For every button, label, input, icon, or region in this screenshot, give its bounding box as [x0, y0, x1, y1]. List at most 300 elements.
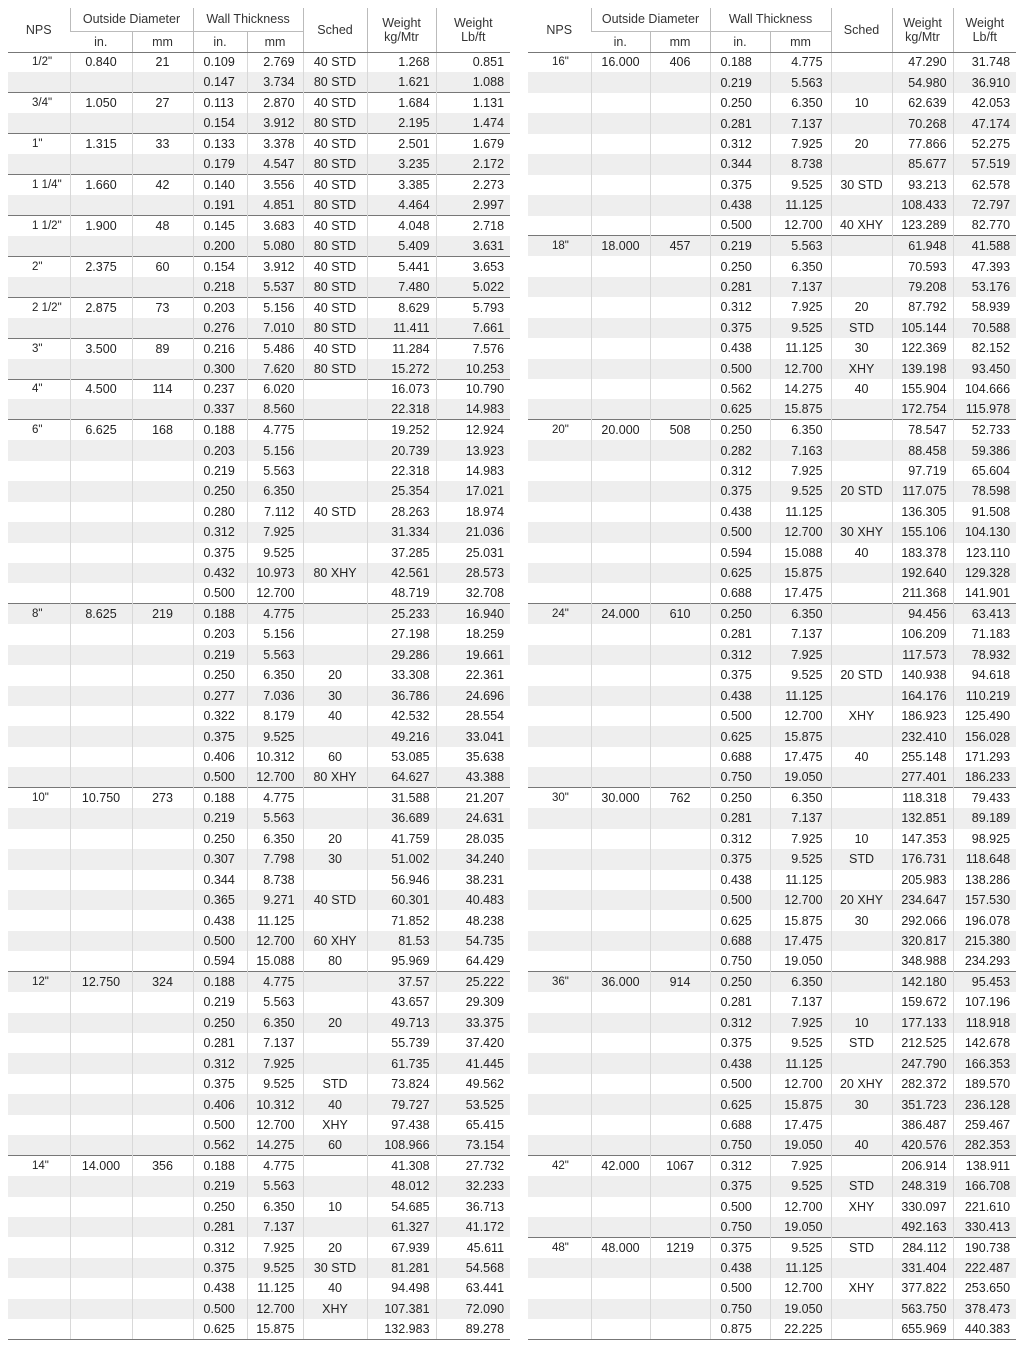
cell-wt-in: 0.188: [710, 52, 770, 72]
cell-wt-in: 0.322: [193, 706, 247, 726]
cell-od-in: [591, 113, 650, 133]
cell-wt-mm: 3.683: [247, 216, 303, 236]
cell-nps: [8, 1053, 70, 1073]
cell-wt-mm: 7.925: [770, 645, 831, 665]
cell-lb: 48.238: [436, 910, 510, 930]
cell-nps: [8, 829, 70, 849]
cell-od-in: [70, 1217, 132, 1237]
table-row: [8, 1156, 510, 1176]
cell-kg: 232.410: [892, 726, 953, 746]
cell-od-mm: [650, 1197, 710, 1217]
cell-sch: 30 STD: [831, 175, 892, 195]
cell-wt-mm: 6.350: [247, 665, 303, 685]
cell-wt-in: 0.625: [710, 726, 770, 746]
cell-lb: 70.588: [953, 318, 1016, 338]
cell-wt-mm: 2.870: [247, 93, 303, 113]
cell-sch: [303, 379, 367, 399]
cell-kg: 212.525: [892, 1033, 953, 1053]
cell-lb: 42.053: [953, 93, 1016, 113]
cell-nps: [528, 890, 591, 910]
cell-wt-mm: 5.563: [247, 645, 303, 665]
cell-lb: 32.233: [436, 1176, 510, 1196]
cell-od-mm: [650, 645, 710, 665]
cell-wt-in: 0.375: [193, 1258, 247, 1278]
cell-wt-in: 0.280: [193, 502, 247, 522]
cell-kg: 136.305: [892, 502, 953, 522]
table-row: [528, 992, 1016, 1012]
header-wall-thickness: Wall Thickness: [710, 8, 831, 31]
header-wt-mm: mm: [247, 31, 303, 52]
table-row: [528, 1217, 1016, 1237]
cell-sch: XHY: [303, 1115, 367, 1135]
cell-kg: 61.735: [367, 1053, 436, 1073]
cell-kg: 11.411: [367, 318, 436, 338]
table-row: [8, 195, 510, 215]
cell-nps: [8, 502, 70, 522]
cell-nps: [528, 379, 591, 399]
cell-sch: 60: [303, 1135, 367, 1155]
cell-sch: 40 STD: [303, 52, 367, 72]
table-row: [8, 1074, 510, 1094]
cell-nps: [528, 1053, 591, 1073]
cell-od-in: 30.000: [591, 788, 650, 808]
cell-od-in: [70, 808, 132, 828]
cell-nps: [8, 1074, 70, 1094]
cell-wt-mm: 3.734: [247, 72, 303, 92]
cell-wt-mm: 7.620: [247, 359, 303, 379]
cell-od-mm: [650, 216, 710, 236]
cell-od-mm: [132, 665, 193, 685]
cell-od-in: [70, 72, 132, 92]
cell-od-in: [591, 890, 650, 910]
cell-nps: [528, 1217, 591, 1237]
cell-sch: 80 STD: [303, 113, 367, 133]
cell-od-mm: [650, 461, 710, 481]
table-row: [8, 1115, 510, 1135]
cell-sch: 80 STD: [303, 277, 367, 297]
cell-wt-in: 0.500: [193, 767, 247, 787]
header-sched: Sched: [303, 8, 367, 52]
cell-nps: [8, 808, 70, 828]
cell-od-mm: [650, 1033, 710, 1053]
cell-od-in: [70, 154, 132, 174]
cell-wt-in: 0.154: [193, 113, 247, 133]
cell-lb: 18.259: [436, 624, 510, 644]
cell-kg: 348.988: [892, 951, 953, 971]
cell-wt-in: 0.250: [193, 829, 247, 849]
cell-wt-in: 0.344: [193, 870, 247, 890]
cell-lb: 10.790: [436, 379, 510, 399]
cell-sch: [303, 543, 367, 563]
cell-lb: 65.415: [436, 1115, 510, 1135]
cell-kg: 62.639: [892, 93, 953, 113]
cell-wt-in: 0.250: [710, 788, 770, 808]
cell-wt-in: 0.188: [193, 972, 247, 992]
cell-od-in: 4.500: [70, 379, 132, 399]
cell-wt-in: 0.375: [710, 175, 770, 195]
cell-wt-mm: 9.525: [770, 849, 831, 869]
cell-sch: 10: [831, 829, 892, 849]
cell-sch: 40 STD: [303, 175, 367, 195]
cell-wt-mm: 5.156: [247, 624, 303, 644]
cell-lb: 33.375: [436, 1013, 510, 1033]
cell-sch: [303, 583, 367, 603]
cell-wt-in: 0.312: [193, 522, 247, 542]
cell-wt-in: 0.375: [193, 543, 247, 563]
cell-lb: 34.240: [436, 849, 510, 869]
cell-wt-mm: 12.700: [247, 583, 303, 603]
cell-kg: 22.318: [367, 461, 436, 481]
cell-sch: 10: [831, 93, 892, 113]
cell-od-mm: [132, 440, 193, 460]
cell-sch: [831, 686, 892, 706]
table-row: [528, 726, 1016, 746]
cell-wt-mm: 2.769: [247, 52, 303, 72]
cell-nps: 1 1/2": [8, 216, 70, 236]
cell-od-in: [591, 1053, 650, 1073]
cell-od-in: [591, 624, 650, 644]
pipe-table-right: [528, 8, 1016, 1340]
cell-wt-mm: 12.700: [770, 1197, 831, 1217]
table-row: [528, 829, 1016, 849]
cell-od-in: [591, 706, 650, 726]
cell-nps: [8, 1176, 70, 1196]
cell-wt-mm: 9.525: [770, 1033, 831, 1053]
cell-nps: [8, 113, 70, 133]
cell-kg: 132.851: [892, 808, 953, 828]
cell-sch: STD: [831, 1176, 892, 1196]
cell-od-in: [591, 543, 650, 563]
table-row: [528, 788, 1016, 808]
cell-nps: [528, 297, 591, 317]
cell-od-in: [70, 1135, 132, 1155]
cell-wt-mm: 6.350: [247, 481, 303, 501]
cell-od-mm: [650, 808, 710, 828]
table-row: [528, 338, 1016, 358]
cell-sch: 20 STD: [831, 665, 892, 685]
cell-lb: 110.219: [953, 686, 1016, 706]
cell-nps: [528, 195, 591, 215]
cell-od-mm: [650, 195, 710, 215]
table-row: [8, 624, 510, 644]
cell-wt-mm: 11.125: [770, 1258, 831, 1278]
cell-od-mm: [132, 870, 193, 890]
cell-sch: [831, 972, 892, 992]
cell-wt-in: 0.750: [710, 1299, 770, 1319]
cell-sch: [831, 154, 892, 174]
table-row: [8, 829, 510, 849]
cell-wt-mm: 4.775: [247, 972, 303, 992]
table-row: [528, 1074, 1016, 1094]
table-row: [8, 134, 510, 154]
cell-wt-in: 0.375: [710, 481, 770, 501]
cell-od-in: [591, 870, 650, 890]
cell-od-in: 24.000: [591, 604, 650, 624]
cell-od-mm: [650, 583, 710, 603]
cell-sch: 40 STD: [303, 297, 367, 317]
header-od-in: in.: [70, 31, 132, 52]
cell-wt-in: 0.375: [710, 1033, 770, 1053]
cell-sch: 80 XHY: [303, 767, 367, 787]
cell-lb: 115.978: [953, 399, 1016, 419]
cell-od-in: [591, 338, 650, 358]
cell-sch: 40: [831, 379, 892, 399]
cell-wt-mm: 7.925: [247, 1053, 303, 1073]
table-row: [8, 563, 510, 583]
cell-od-in: [70, 113, 132, 133]
cell-wt-in: 0.191: [193, 195, 247, 215]
cell-sch: [831, 195, 892, 215]
cell-sch: [303, 645, 367, 665]
cell-kg: 247.790: [892, 1053, 953, 1073]
table-row: [528, 297, 1016, 317]
cell-wt-in: 0.219: [193, 645, 247, 665]
table-row: [528, 767, 1016, 787]
cell-kg: 55.739: [367, 1033, 436, 1053]
cell-nps: [528, 1074, 591, 1094]
cell-od-mm: [650, 318, 710, 338]
cell-wt-in: 0.625: [710, 563, 770, 583]
cell-wt-mm: 11.125: [770, 686, 831, 706]
cell-kg: 176.731: [892, 849, 953, 869]
cell-kg: 94.498: [367, 1278, 436, 1298]
cell-od-mm: [132, 1258, 193, 1278]
cell-wt-mm: 4.775: [247, 420, 303, 440]
cell-nps: [8, 1135, 70, 1155]
cell-wt-in: 0.188: [193, 604, 247, 624]
table-row: [8, 1135, 510, 1155]
cell-lb: 215.380: [953, 931, 1016, 951]
cell-nps: [528, 1135, 591, 1155]
cell-kg: 123.289: [892, 216, 953, 236]
cell-od-mm: 168: [132, 420, 193, 440]
cell-sch: [831, 788, 892, 808]
cell-od-mm: [132, 645, 193, 665]
cell-lb: 196.078: [953, 910, 1016, 930]
cell-sch: [831, 113, 892, 133]
cell-od-in: [70, 870, 132, 890]
cell-od-in: [591, 399, 650, 419]
cell-wt-mm: 10.312: [247, 747, 303, 767]
cell-kg: 3.235: [367, 154, 436, 174]
cell-sch: [303, 1033, 367, 1053]
cell-kg: 234.647: [892, 890, 953, 910]
cell-kg: 206.914: [892, 1156, 953, 1176]
cell-sch: 30 XHY: [831, 522, 892, 542]
cell-kg: 61.948: [892, 236, 953, 256]
cell-sch: [831, 1053, 892, 1073]
cell-sch: [831, 870, 892, 890]
cell-lb: 36.910: [953, 72, 1016, 92]
cell-nps: [8, 849, 70, 869]
cell-nps: [528, 829, 591, 849]
header-weight-lb: Weight Lb/ft: [953, 8, 1016, 52]
cell-od-mm: [650, 1299, 710, 1319]
cell-nps: [528, 256, 591, 276]
cell-nps: [528, 951, 591, 971]
table-row: [8, 543, 510, 563]
cell-wt-in: 0.375: [710, 1176, 770, 1196]
cell-nps: [8, 154, 70, 174]
cell-nps: [8, 624, 70, 644]
cell-sch: STD: [831, 1033, 892, 1053]
cell-nps: [528, 399, 591, 419]
cell-sch: [831, 624, 892, 644]
cell-sch: [831, 726, 892, 746]
cell-od-mm: 60: [132, 256, 193, 276]
cell-od-in: [591, 910, 650, 930]
cell-od-in: [70, 1258, 132, 1278]
cell-lb: 166.708: [953, 1176, 1016, 1196]
cell-wt-mm: 19.050: [770, 951, 831, 971]
cell-sch: 30: [831, 910, 892, 930]
cell-lb: 156.028: [953, 726, 1016, 746]
table-row: [528, 502, 1016, 522]
cell-lb: 1.131: [436, 93, 510, 113]
cell-nps: [8, 461, 70, 481]
cell-nps: [528, 338, 591, 358]
table-row: [528, 563, 1016, 583]
table-row: [528, 543, 1016, 563]
cell-kg: 255.148: [892, 747, 953, 767]
cell-od-mm: 406: [650, 52, 710, 72]
header-weight-lb: Weight Lb/ft: [436, 8, 510, 52]
cell-kg: 2.501: [367, 134, 436, 154]
cell-sch: [831, 992, 892, 1012]
cell-nps: [528, 1197, 591, 1217]
cell-od-mm: [132, 849, 193, 869]
table-row: [528, 1013, 1016, 1033]
cell-sch: 20: [303, 1013, 367, 1033]
table-row: [8, 726, 510, 746]
cell-lb: 53.176: [953, 277, 1016, 297]
cell-wt-in: 0.375: [710, 849, 770, 869]
cell-od-in: [591, 1033, 650, 1053]
table-row: [528, 604, 1016, 624]
cell-kg: 37.285: [367, 543, 436, 563]
cell-od-mm: [132, 583, 193, 603]
table-row: [8, 1176, 510, 1196]
cell-od-in: [70, 686, 132, 706]
cell-wt-mm: 12.700: [770, 216, 831, 236]
cell-sch: STD: [831, 318, 892, 338]
cell-od-mm: [650, 1135, 710, 1155]
cell-od-mm: [650, 175, 710, 195]
cell-wt-in: 0.250: [710, 420, 770, 440]
cell-wt-mm: 12.700: [770, 1278, 831, 1298]
cell-od-in: [70, 583, 132, 603]
cell-od-mm: [650, 1074, 710, 1094]
cell-kg: 29.286: [367, 645, 436, 665]
cell-wt-mm: 12.700: [770, 890, 831, 910]
cell-kg: 81.53: [367, 931, 436, 951]
cell-wt-mm: 6.350: [247, 829, 303, 849]
cell-nps: [8, 1237, 70, 1257]
cell-kg: 122.369: [892, 338, 953, 358]
cell-od-mm: [650, 93, 710, 113]
cell-lb: 95.453: [953, 972, 1016, 992]
cell-nps: [528, 747, 591, 767]
cell-sch: [831, 583, 892, 603]
cell-sch: 30: [831, 338, 892, 358]
cell-od-mm: [650, 543, 710, 563]
cell-od-mm: [132, 890, 193, 910]
cell-od-in: 42.000: [591, 1156, 650, 1176]
cell-sch: 80: [303, 951, 367, 971]
cell-lb: 62.578: [953, 175, 1016, 195]
cell-sch: [303, 972, 367, 992]
cell-sch: [831, 502, 892, 522]
table-row: [528, 440, 1016, 460]
cell-nps: 12": [8, 972, 70, 992]
cell-wt-in: 0.375: [710, 665, 770, 685]
cell-lb: 104.666: [953, 379, 1016, 399]
cell-wt-in: 0.250: [710, 93, 770, 113]
cell-sch: 10: [831, 1013, 892, 1033]
cell-wt-in: 0.312: [710, 134, 770, 154]
cell-lb: 29.309: [436, 992, 510, 1012]
cell-kg: 85.677: [892, 154, 953, 174]
table-row: [528, 461, 1016, 481]
table-row: [8, 1197, 510, 1217]
cell-wt-in: 0.438: [710, 870, 770, 890]
cell-lb: 78.932: [953, 645, 1016, 665]
cell-sch: [831, 236, 892, 256]
cell-od-in: 14.000: [70, 1156, 132, 1176]
cell-lb: 91.508: [953, 502, 1016, 522]
table-row: [8, 1319, 510, 1339]
cell-wt-in: 0.312: [710, 1013, 770, 1033]
cell-sch: [303, 808, 367, 828]
cell-kg: 277.401: [892, 767, 953, 787]
cell-kg: 36.786: [367, 686, 436, 706]
table-row: [528, 1237, 1016, 1257]
cell-kg: 81.281: [367, 1258, 436, 1278]
table-row: [8, 359, 510, 379]
cell-od-in: [591, 931, 650, 951]
cell-nps: [8, 1299, 70, 1319]
cell-kg: 51.002: [367, 849, 436, 869]
header-nps: NPS: [8, 8, 70, 52]
cell-kg: 87.792: [892, 297, 953, 317]
cell-wt-mm: 9.271: [247, 890, 303, 910]
table-row: [528, 1033, 1016, 1053]
cell-od-in: [591, 767, 650, 787]
cell-kg: 47.290: [892, 52, 953, 72]
cell-od-in: [591, 461, 650, 481]
cell-kg: 49.216: [367, 726, 436, 746]
cell-wt-in: 0.625: [193, 1319, 247, 1339]
cell-wt-mm: 7.925: [247, 1237, 303, 1257]
cell-wt-in: 0.875: [710, 1319, 770, 1339]
cell-od-in: [70, 461, 132, 481]
cell-od-in: [591, 72, 650, 92]
cell-lb: 138.286: [953, 870, 1016, 890]
table-row: [528, 1319, 1016, 1339]
table-row: [528, 1156, 1016, 1176]
cell-sch: [831, 951, 892, 971]
cell-od-in: [70, 502, 132, 522]
cell-lb: 37.420: [436, 1033, 510, 1053]
header-weight-kg: Weight kg/Mtr: [892, 8, 953, 52]
table-row: [528, 256, 1016, 276]
cell-od-in: [591, 1278, 650, 1298]
cell-wt-in: 0.281: [193, 1217, 247, 1237]
header-sched: Sched: [831, 8, 892, 52]
cell-od-in: [591, 583, 650, 603]
cell-od-mm: [650, 297, 710, 317]
cell-lb: 63.441: [436, 1278, 510, 1298]
